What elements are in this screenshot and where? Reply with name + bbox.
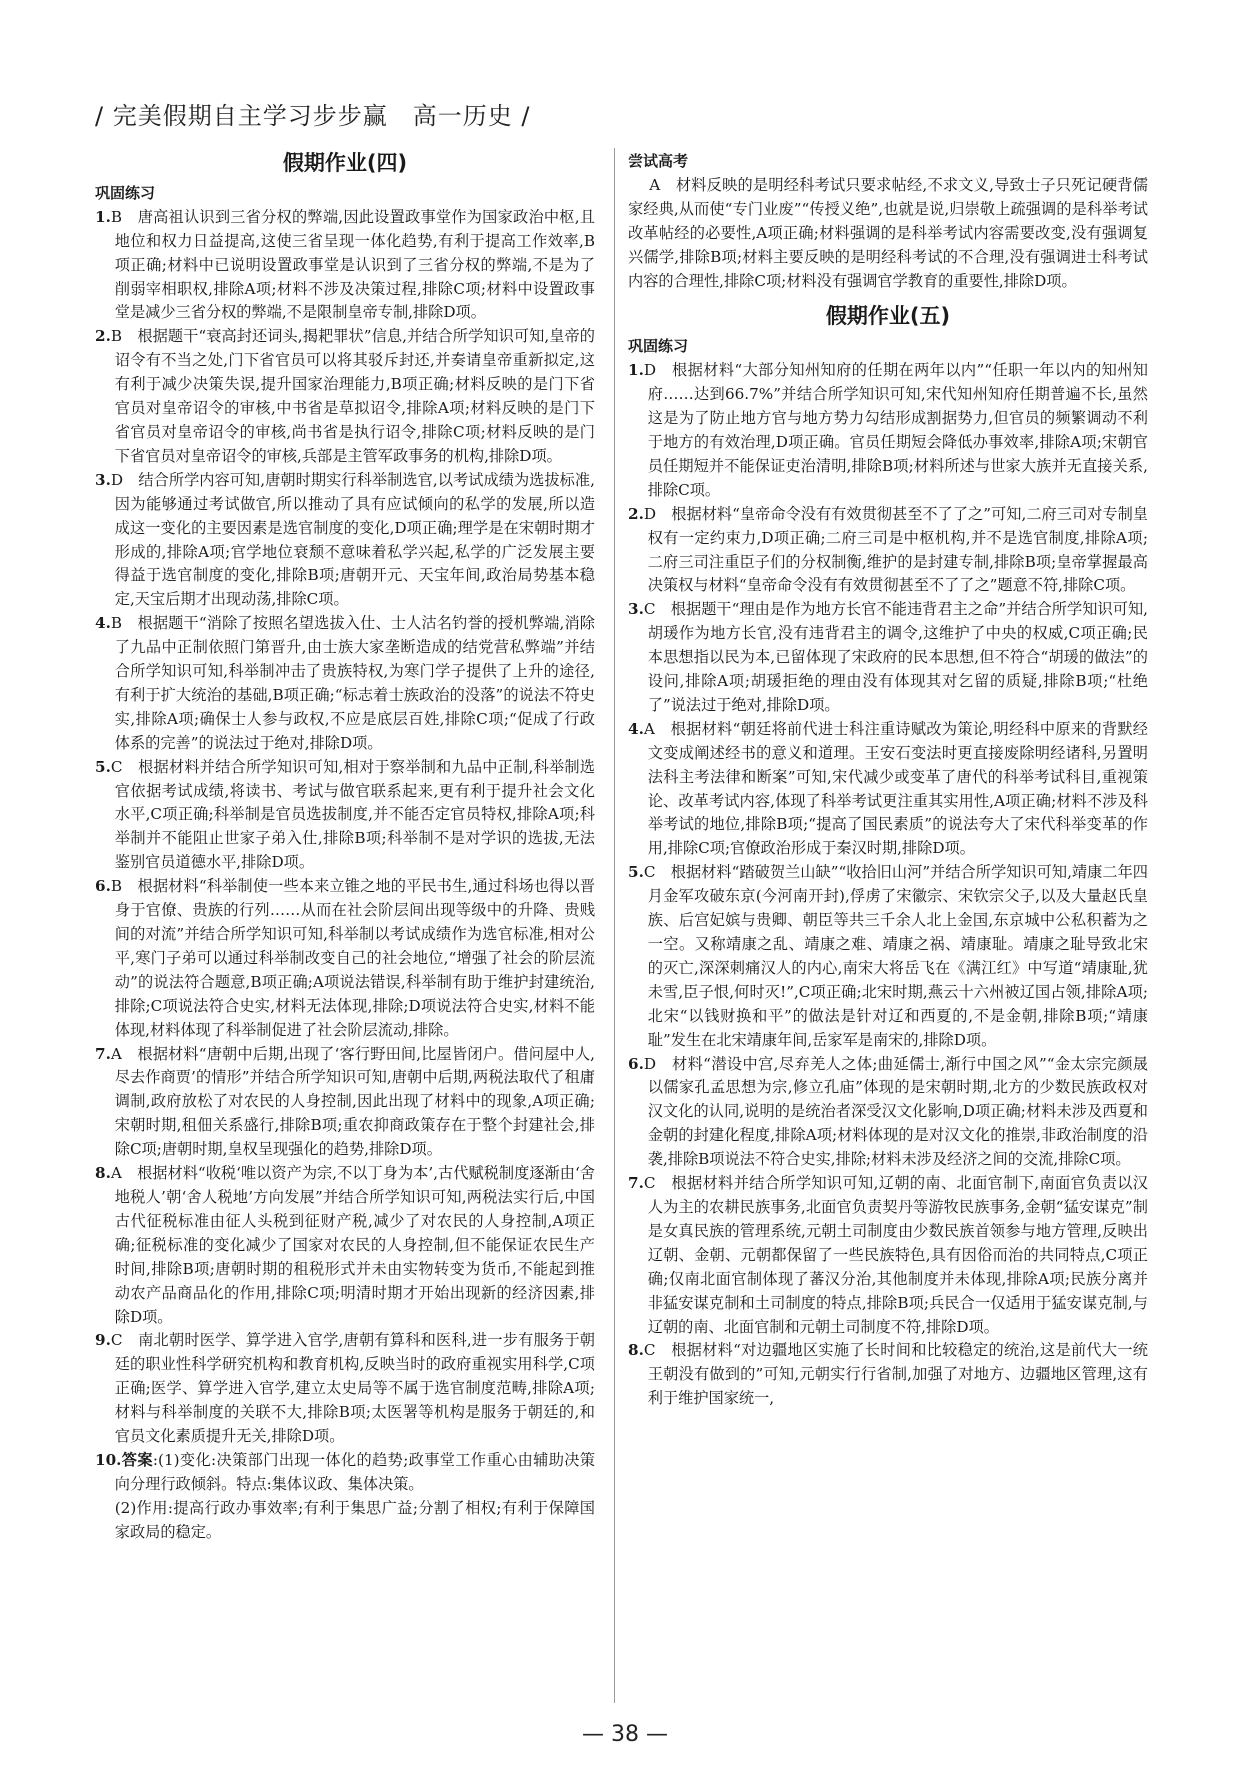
item-text: A 根据材料“唐朝中后期,出现了‘客行野田间,比屋皆闭户。借问屋中人,尽去作商贾’的情形”并结合所学知识可知,唐朝中后期,两税法取代了租庸调制,政府放松了对农民的人身控制,因此出现了材料中的现象,A项正确;宋朝时期,租佃关系盛行,排除B项;重农抑商政策存在于整个封建社会,排除C项;唐朝时期,皇权呈现强化的趋势,排除D项。: [110, 1044, 595, 1159]
answer-item-10-part2: (2)作用:提高行政办事效率;有利于集思广益;分割了相权;有利于保障国家政局的稳定。: [114, 1498, 595, 1541]
running-header: / 完美假期自主学习步步赢 高一历史 /: [95, 102, 531, 130]
item-text: D 结合所学内容可知,唐朝时期实行科举制选官,以考试成绩为选拔标准,因为能够通过考试做官,所以推动了具有应试倾向的私学的发展,所以造成这一变化的主要因素是选官制度的变化,D项正确;理学是在宋朝时期才形成的,排除A项;官学地位衰颓不意味着私学兴起,私学的广泛发展主要得益于选官制度的变化,排除B项;唐朝开元、天宝年间,政治局势基本稳定,天宝后期才出现动荡,排除C项。: [110, 470, 595, 609]
column-divider: [614, 148, 615, 1703]
answer-item: [95, 1043, 595, 1163]
answer-item: [628, 598, 1148, 718]
answer-item: [95, 206, 595, 326]
item-number: 6.: [628, 1054, 644, 1073]
item-text: C 根据题干“理由是作为地方长官不能违背君主之命”并结合所学知识可知,胡瑗作为地方长官,没有违背君主的调令,这维护了中央的权威,C项正确;民本思想指以民为本,已留体现了宋政府的民本思想,但不符合“胡瑗的做法”的设问,排除A项;胡瑗拒绝的理由没有体现其对乞留的质疑,排除B项;“杜绝了”说法过于绝对,排除D项。: [643, 600, 1148, 714]
page-number: — 38 —: [582, 1722, 668, 1747]
item-number: 2.: [628, 504, 644, 523]
item-text: C 根据材料“踏破贺兰山缺”“收拾旧山河”并结合所学知识可知,靖康二年四月金军攻破东京(今河南开封),俘虏了宋徽宗、宋钦宗父子,以及大量赵氏皇族、后宫妃嫔与贵卿、朝臣等共三千余人北上金国,东京城中公私积蓄为之一空。又称靖康之乱、靖康之难、靖康之祸、靖康耻。靖康之耻导致北宋的灭亡,深深刺痛汉人的内心,南宋大将岳飞在《满江红》中写道“靖康耻,犹未雪,臣子恨,何时灭!”,C项正确;北宋时期,燕云十六州被辽国占领,排除A项;北宋“以钱财换和平”的做法是针对辽和西夏的,不是金朝,排除B项;“靖康耻”发生在北宋靖康年间,岳家军是南宋的,排除D项。: [643, 863, 1148, 1049]
item-text: A 根据材料“收税‘唯以资产为宗,不以丁身为本’,古代赋税制度逐渐由‘舍地税人’朝‘舍人税地’方向发展”并结合所学知识可知,两税法实行后,中国古代征税标准由征人头税到征财产税,减少了对农民的人身控制,A项正确;征税标准的变化减少了国家对农民的人身控制,但不能保证农民生产时间,排除B项;唐朝时期的租税形式并未由实物转变为货币,不能起到推动农产品商品化的作用,排除C项;明清时期才开始出现新的经济因素,排除D项。: [110, 1164, 595, 1326]
answer-item-10: [95, 1449, 595, 1497]
item-number: 1.: [628, 361, 644, 380]
item-text: B 唐高祖认识到三省分权的弊端,因此设置政事堂作为国家政治中枢,且地位和权力日益提高,这使三省呈现一体化趋势,有利于提高工作效率,B项正确;材料中已说明设置政事堂是认识到了三省分权的弊端,不是为了削弱宰相职权,排除A项;材料不涉及决策过程,排除C项;材料中设置政事堂是减少三省分权的弊端,不是限制皇帝专制,排除D项。: [110, 207, 595, 322]
answer-item: [628, 718, 1148, 861]
item-number: 7.: [95, 1044, 111, 1063]
answer-item: [628, 1172, 1148, 1339]
answer-item: [628, 1053, 1148, 1173]
item-text: D 根据材料“皇帝命令没有有效贯彻甚至不了了之”可知,二府三司对专制皇权有一定约束力,D项正确;二府三司是中枢机构,并不是选官制度,排除A项;二府三司注重臣子们的分权制衡,维护的是封建专制,排除B项;皇帝掌握最高决策权与材料“皇帝命令没有有效贯彻甚至不了了之”题意不符,排除C项。: [643, 504, 1148, 595]
answer-item: [95, 1162, 595, 1329]
item-text: D 根据材料“大部分知州知府的任期在两年以内”“任职一年以内的知州知府……达到66.7%”并结合所学知识可知,宋代知州知府任期普遍不长,虽然这是为了防止地方官与地方势力勾结形成割据势力,但官员的频繁调动不利于地方的有效治理,D项正确。官员任期短会降低办事效率,排除A项;宋朝官员任期短并不能保证吏治清明,排除B项;材料所述与世家大族并无直接关系,排除C项。: [643, 361, 1148, 499]
answer-item: [95, 469, 595, 612]
item-number: 4.: [95, 614, 111, 633]
item-text: C 根据材料并结合所学知识可知,辽朝的南、北面官制下,南面官负责以汉人为主的农耕民族事务,北面官负责契丹等游牧民族事务,金朝“猛安谋克”制是女真民族的管理系统,元朝土司制度由少数民族首领参与地方管理,反映出辽朝、金朝、元朝都保留了一些民族特色,具有因俗而治的共同特点,C项正确;仅南北面官制体现了蕃汉分治,其他制度并未体现,排除A项;民族分离并非猛安谋克制和土司制度的特点,排除B项;兵民合一仅适用于猛安谋克制,与辽朝的南、北面官制和元朝土司制度不符,排除D项。: [643, 1174, 1148, 1336]
item-text: D 材料“潜设中宫,尽弃羌人之体;曲延儒士,渐行中国之风”“金太宗完颜晟以儒家孔孟思想为宗,修立孔庙”体现的是宋朝时期,北方的少数民族政权对汉文化的认同,说明的是统治者深受汉文化影响,D项正确;材料未涉及西夏和金朝的封建化程度,排除A项;材料体现的是对汉文化的推崇,非政治制度的沿袭,排除B项说法不符合史实,排除;材料未涉及经济之间的交流,排除C项。: [643, 1054, 1148, 1169]
item-number: 3.: [628, 600, 644, 619]
left-column: [95, 150, 595, 1545]
item-text: B 根据题干“消除了按照名望选拔入仕、士人沽名钓誉的授机弊端,消除了九品中正制依照门第晋升,由士族大家垄断造成的结党营私弊端”并结合所学知识可知,科举制冲击了贵族特权,为寒门学子提供了上升的途径,有利于扩大统治的基础,B项正确;“标志着士族政治的没落”的说法不符史实,排除A项;确保士人参与政权,不应是底层百姓,排除C项;“促成了行政体系的完善”的说法过于绝对,排除D项。: [110, 614, 595, 752]
answer-item: [628, 861, 1148, 1052]
answer-label: 答案: [121, 1450, 153, 1469]
right-column: [628, 150, 1148, 1411]
item-number: 3.: [95, 470, 111, 489]
section-title-5: 假期作业(五): [825, 304, 951, 329]
answer-item: [95, 325, 595, 468]
subsection-try-exam: 尝试高考: [628, 152, 689, 170]
answer-item: [628, 359, 1148, 502]
item-number: 9.: [95, 1331, 111, 1350]
item-text: C 南北朝时医学、算学进入官学,唐朝有算科和医科,进一步有服务于朝廷的职业性科学研究机构和教育机构,反映当时的政府重视实用科学,C项正确;医学、算学进入官学,建立太史局等不属于选官制度范畴,排除A项;材料与科举制度的关联不大,排除B项;太医署等机构是服务于朝廷的,和官员文化素质提升无关,排除D项。: [110, 1331, 595, 1446]
answer-item: [95, 875, 595, 1042]
item-text: :(1)变化:决策部门出现一体化的趋势;政事堂工作重心由辅助决策向分理行政倾斜。特点:集体议政、集体决策。: [114, 1450, 595, 1493]
section-title-4: 假期作业(四): [282, 151, 408, 175]
item-number: 5.: [628, 863, 644, 882]
item-number: 2.: [95, 327, 111, 346]
answer-item: [628, 503, 1148, 599]
item-number: 4.: [628, 719, 644, 738]
subsection-consolidation-4: 巩固练习: [95, 183, 156, 202]
item-number: 8.: [628, 1341, 644, 1360]
item-text: B 根据题干“衰高封还词头,揭耙罪状”信息,并结合所学知识可知,皇帝的诏令有不当之处,门下省官员可以将其驳斥封还,并奏请皇帝重新拟定,这有利于减少决策失误,提升国家治理能力,B项正确;材料反映的是门下省官员对皇帝诏令的审核,中书省是草拟诏令,排除A项;材料反映的是门下省官员对皇帝诏令的审核,尚书省是执行诏令,排除C项;材料反映的是门下省官员对皇帝诏令的审核,兵部是主管军政事务的机构,排除D项。: [110, 327, 595, 465]
answer-item: [95, 756, 595, 876]
answer-item: [95, 612, 595, 755]
answer-item: [628, 1339, 1148, 1411]
item-number: 6.: [95, 877, 111, 896]
item-text: A 根据材料“朝廷将前代进士科注重诗赋改为策论,明经科中原来的背默经文变成阐述经书的意义和道理。王安石变法时更直接废除明经诸科,另置明法科主考法律和断案”可知,宋代减少或变革了唐代的科举考试科目,重视策论、改革考试内容,体现了科举考试更注重其实用性,A项正确;材料不涉及科举考试的地位,排除B项;“提高了国民素质”的说法夸大了宋代科举变革的作用,排除C项;官僚政治形成于秦汉时期,排除D项。: [643, 719, 1148, 858]
item-text: C 根据材料并结合所学知识可知,相对于察举制和九品中正制,科举制选官依据考试成绩,将读书、考试与做官联系起来,更有利于提升社会文化水平,C项正确;科举制是官员选拔制度,并不能否定官员特权,排除A项;科举制并不能阻止世家子弟入仕,排除B项;科举制不是对学识的选拔,无法鉴别官员道德水平,排除D项。: [110, 757, 595, 872]
subsection-consolidation-5: 巩固练习: [628, 337, 689, 356]
item-number: 7.: [628, 1174, 644, 1193]
item-number: 10.: [95, 1450, 122, 1469]
answer-item: [95, 1329, 595, 1449]
try-exam-text: A 材料反映的是明经科考试只要求帖经,不求文义,导致士子只死记硬背儒家经典,从而使“专门业废”“传授义绝”,也就是说,归崇敬上疏强调的是科举考试改革帖经的必要性,A项正确;材料强调的是科举考试内容需要改变,没有强调复兴儒学,排除B项;材料主要反映的是明经科考试的不合理,没有强调进士科考试内容的合理性,排除C项;材料没有强调官学教育的重要性,排除D项。: [628, 175, 1148, 290]
item-number: 1.: [95, 207, 111, 226]
item-text: C 根据材料“对边疆地区实施了长时间和比较稳定的统治,这是前代大一统王朝没有做到的”可知,元朝实行行省制,加强了对地方、边疆地区管理,这有利于维护国家统一,: [643, 1341, 1148, 1408]
item-number: 5.: [95, 757, 111, 776]
item-text: B 根据材料“科举制使一些本来立锥之地的平民书生,通过科场也得以晋身于官僚、贵族的行列……从而在社会阶层间出现等级中的升降、贵贱间的对流”并结合所学知识可知,科举制以考试成绩作为选官标准,相对公平,寒门子弟可以通过科举制改变自己的社会地位,“增强了社会的阶层流动”的说法符合题意,B项正确;A项说法错误,科举制有助于维护封建统治,排除;C项说法符合史实,材料无法体现,排除;D项说法符合史实,材料不能体现,材料体现了科举制促进了社会阶层流动,排除。: [110, 877, 595, 1039]
item-number: 8.: [95, 1164, 111, 1183]
